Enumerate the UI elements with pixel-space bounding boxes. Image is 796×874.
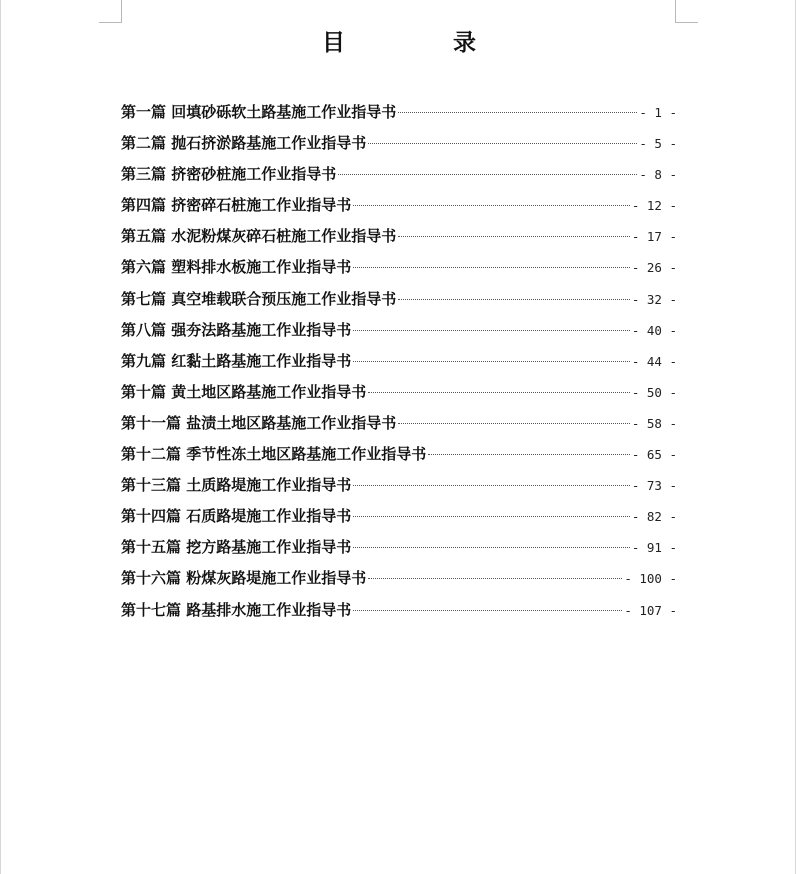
toc-entry-11[interactable] [121,408,677,439]
toc-entry-page: - 5 - [639,136,677,152]
toc-entry-page: - 12 - [631,198,677,214]
toc-entry-6[interactable] [121,252,677,283]
toc-entry-label: 第十五篇 挖方路基施工作业指导书 [121,538,352,557]
toc-entry-page: - 32 - [631,291,677,307]
toc-entry-label: 第九篇 红黏土路基施工作业指导书 [121,351,352,370]
toc-entry-5[interactable] [121,221,677,252]
dot-leader [398,236,630,237]
toc-entry-label: 第一篇 回填砂砾软土路基施工作业指导书 [121,103,397,121]
toc-entry-9[interactable] [121,346,677,377]
dot-leader [353,205,630,206]
dot-leader [368,578,622,579]
toc-title: 目 录 [321,29,526,56]
dot-leader [368,143,637,144]
toc-entry-2[interactable] [121,128,677,159]
toc-entry-13[interactable] [121,470,677,501]
toc-entry-label: 第四篇 挤密碎石桩施工作业指导书 [121,196,352,215]
table-of-contents [121,97,677,626]
toc-entry-page: - 82 - [631,509,677,525]
toc-entry-label: 第十六篇 粉煤灰路堤施工作业指导书 [121,569,367,588]
dot-leader [398,112,637,113]
toc-entry-label: 第十一篇 盐渍土地区路基施工作业指导书 [121,413,397,432]
toc-entry-15[interactable] [121,532,677,563]
dot-leader [338,174,637,175]
toc-entry-page: - 17 - [631,229,677,245]
toc-entry-page: - 44 - [631,353,677,369]
toc-entry-page: - 58 - [631,415,677,431]
toc-entry-label: 第十篇 黄土地区路基施工作业指导书 [121,382,367,401]
toc-entry-page: - 107 - [624,602,677,618]
dot-leader [353,267,630,268]
toc-entry-label: 第十三篇 土质路堤施工作业指导书 [121,476,352,495]
toc-entry-page: - 50 - [631,384,677,400]
toc-entry-page: - 26 - [631,260,677,276]
toc-entry-7[interactable] [121,284,677,315]
dot-leader [353,547,630,548]
toc-entry-page: - 100 - [624,571,677,587]
margin-mark-top-left [99,0,122,23]
toc-entry-8[interactable] [121,315,677,346]
toc-entry-label: 第十二篇 季节性冻土地区路基施工作业指导书 [121,445,427,464]
toc-entry-label: 第五篇 水泥粉煤灰碎石桩施工作业指导书 [121,227,397,246]
toc-entry-page: - 1 - [639,105,677,120]
toc-entry-label: 第八篇 强夯法路基施工作业指导书 [121,320,352,339]
toc-entry-3[interactable] [121,159,677,190]
toc-entry-1[interactable] [121,97,677,128]
toc-entry-page: - 40 - [631,322,677,338]
margin-mark-top-right [675,0,698,23]
dot-leader [353,610,622,611]
toc-entry-page: - 73 - [631,478,677,494]
toc-entry-label: 第七篇 真空堆载联合预压施工作业指导书 [121,289,397,308]
toc-entry-label: 第二篇 抛石挤淤路基施工作业指导书 [121,134,367,153]
dot-leader [368,392,630,393]
toc-entry-12[interactable] [121,439,677,470]
toc-entry-10[interactable] [121,377,677,408]
dot-leader [398,423,630,424]
toc-entry-17[interactable] [121,595,677,626]
dot-leader [353,485,630,486]
dot-leader [428,454,630,455]
dot-leader [353,330,630,331]
toc-entry-label: 第十四篇 石质路堤施工作业指导书 [121,507,352,526]
dot-leader [353,516,630,517]
toc-entry-label: 第三篇 挤密砂桩施工作业指导书 [121,165,337,184]
toc-entry-page: - 8 - [639,167,677,183]
toc-entry-page: - 91 - [631,540,677,556]
toc-entry-16[interactable] [121,563,677,594]
toc-entry-label: 第六篇 塑料排水板施工作业指导书 [121,258,352,277]
dot-leader [398,299,630,300]
dot-leader [353,361,630,362]
toc-entry-page: - 65 - [631,447,677,463]
toc-entry-14[interactable] [121,501,677,532]
toc-entry-label: 第十七篇 路基排水施工作业指导书 [121,600,352,619]
toc-entry-4[interactable] [121,190,677,221]
